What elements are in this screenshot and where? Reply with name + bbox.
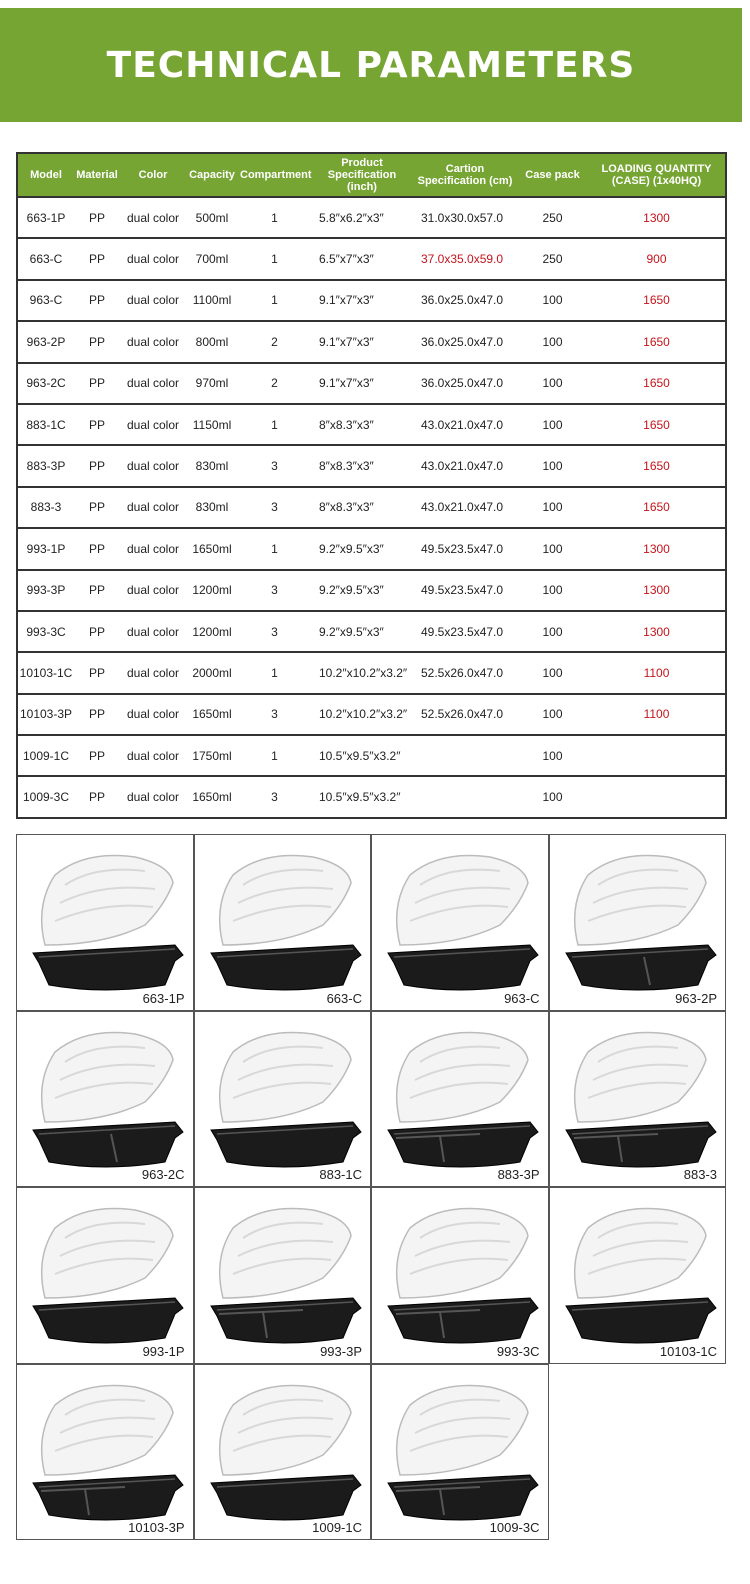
clear-lid	[397, 1385, 528, 1475]
col-case-pack: Case pack	[517, 153, 588, 197]
cell-case-pack: 250	[517, 197, 588, 238]
cell-loading-quantity: 1650	[588, 363, 726, 404]
cell-carton-spec: 36.0x25.0x47.0	[413, 363, 517, 404]
cell-material: PP	[74, 445, 120, 486]
product-card	[194, 1187, 372, 1364]
cell-product-spec: 10.2″x10.2″x3.2″	[311, 652, 413, 693]
cell-compartment: 3	[238, 487, 311, 528]
cell-loading-quantity: 1300	[588, 611, 726, 652]
cell-carton-spec: 36.0x25.0x47.0	[413, 280, 517, 321]
cell-carton-spec: 31.0x30.0x57.0	[413, 197, 517, 238]
cell-color: dual color	[120, 321, 186, 362]
cell-model: 10103-1C	[17, 652, 74, 693]
product-card	[16, 1364, 194, 1541]
cell-loading-quantity: 1650	[588, 280, 726, 321]
cell-product-spec: 9.1″x7″x3″	[311, 321, 413, 362]
black-base	[566, 1298, 716, 1343]
cell-model: 883-3	[17, 487, 74, 528]
cell-material: PP	[74, 280, 120, 321]
table-row	[17, 694, 726, 735]
cell-material: PP	[74, 404, 120, 445]
cell-carton-spec: 43.0x21.0x47.0	[413, 487, 517, 528]
table-row	[17, 238, 726, 279]
cell-loading-quantity: 1650	[588, 321, 726, 362]
black-base	[211, 1475, 361, 1520]
product-card	[16, 834, 194, 1011]
technical-parameters-table	[16, 152, 727, 819]
cell-capacity: 1650ml	[186, 528, 238, 569]
col-loading-quantity: LOADING QUANTITY (CASE) (1x40HQ)	[588, 153, 726, 197]
cell-loading-quantity: 1650	[588, 404, 726, 445]
table-row	[17, 570, 726, 611]
cell-material: PP	[74, 363, 120, 404]
takeout-container-image	[380, 1198, 540, 1348]
cell-model: 1009-3C	[17, 776, 74, 817]
cell-material: PP	[74, 487, 120, 528]
cell-capacity: 970ml	[186, 363, 238, 404]
clear-lid	[219, 855, 350, 945]
table-row	[17, 528, 726, 569]
product-card	[194, 834, 372, 1011]
product-model-label: 10103-3P	[128, 1520, 185, 1535]
cell-compartment: 1	[238, 238, 311, 279]
cell-carton-spec: 52.5x26.0x47.0	[413, 652, 517, 693]
black-base	[388, 1475, 538, 1520]
product-model-label: 963-2P	[675, 990, 717, 1006]
cell-loading-quantity: 1300	[588, 528, 726, 569]
black-base	[566, 945, 716, 990]
product-card	[16, 1187, 194, 1364]
product-card	[549, 1187, 727, 1364]
black-base	[211, 945, 361, 990]
table-row	[17, 197, 726, 238]
cell-capacity: 1750ml	[186, 735, 238, 776]
product-card	[371, 1364, 549, 1541]
cell-case-pack: 250	[517, 238, 588, 279]
col-capacity: Capacity	[186, 153, 238, 197]
clear-lid	[42, 1385, 173, 1475]
cell-carton-spec: 43.0x21.0x47.0	[413, 404, 517, 445]
cell-color: dual color	[120, 694, 186, 735]
title-banner	[0, 8, 742, 122]
cell-carton-spec: 52.5x26.0x47.0	[413, 694, 517, 735]
takeout-container-image	[558, 1022, 718, 1172]
cell-compartment: 3	[238, 570, 311, 611]
product-card	[371, 1187, 549, 1364]
cell-color: dual color	[120, 363, 186, 404]
black-base	[388, 1122, 538, 1167]
product-model-label: 993-3P	[320, 1343, 362, 1359]
col-material: Material	[74, 153, 120, 197]
product-model-label: 663-1P	[142, 990, 185, 1006]
cell-material: PP	[74, 611, 120, 652]
cell-material: PP	[74, 238, 120, 279]
cell-carton-spec: 37.0x35.0x59.0	[413, 238, 517, 279]
clear-lid	[397, 855, 528, 945]
cell-product-spec: 8″x8.3″x3″	[311, 487, 413, 528]
cell-capacity: 2000ml	[186, 652, 238, 693]
takeout-container-image	[203, 1022, 363, 1172]
cell-case-pack: 100	[517, 735, 588, 776]
cell-model: 993-1P	[17, 528, 74, 569]
takeout-container-image	[203, 1198, 363, 1348]
product-card	[549, 1011, 727, 1188]
clear-lid	[219, 1032, 350, 1122]
black-base	[33, 1475, 183, 1520]
cell-loading-quantity: 900	[588, 238, 726, 279]
cell-product-spec: 9.2″x9.5″x3″	[311, 570, 413, 611]
cell-compartment: 3	[238, 445, 311, 486]
cell-product-spec: 10.5″x9.5″x3.2″	[311, 776, 413, 817]
black-base	[33, 1298, 183, 1343]
table-row	[17, 611, 726, 652]
product-model-label: 963-C	[504, 990, 540, 1006]
cell-color: dual color	[120, 280, 186, 321]
black-base	[211, 1298, 361, 1343]
cell-product-spec: 8″x8.3″x3″	[311, 445, 413, 486]
col-carton-spec: Cartion Specification (cm)	[413, 153, 517, 197]
cell-case-pack: 100	[517, 445, 588, 486]
cell-compartment: 1	[238, 404, 311, 445]
cell-model: 883-3P	[17, 445, 74, 486]
cell-color: dual color	[120, 445, 186, 486]
table-row	[17, 280, 726, 321]
cell-capacity: 1200ml	[186, 570, 238, 611]
cell-capacity: 830ml	[186, 487, 238, 528]
takeout-container-image	[25, 1022, 185, 1172]
cell-case-pack: 100	[517, 528, 588, 569]
cell-compartment: 1	[238, 528, 311, 569]
cell-color: dual color	[120, 197, 186, 238]
cell-carton-spec: 36.0x25.0x47.0	[413, 321, 517, 362]
cell-compartment: 2	[238, 321, 311, 362]
cell-carton-spec	[413, 776, 517, 817]
cell-capacity: 1100ml	[186, 280, 238, 321]
product-card	[371, 1011, 549, 1188]
cell-color: dual color	[120, 528, 186, 569]
table-row	[17, 652, 726, 693]
cell-carton-spec: 43.0x21.0x47.0	[413, 445, 517, 486]
cell-case-pack: 100	[517, 321, 588, 362]
cell-color: dual color	[120, 404, 186, 445]
takeout-container-image	[558, 1198, 718, 1348]
cell-material: PP	[74, 570, 120, 611]
cell-compartment: 3	[238, 694, 311, 735]
cell-loading-quantity: 1300	[588, 570, 726, 611]
cell-compartment: 1	[238, 652, 311, 693]
page-title: TECHNICAL PARAMETERS	[106, 44, 636, 86]
cell-material: PP	[74, 321, 120, 362]
product-model-label: 883-1C	[319, 1167, 362, 1182]
cell-capacity: 500ml	[186, 197, 238, 238]
black-base	[388, 945, 538, 990]
black-base	[33, 945, 183, 990]
cell-case-pack: 100	[517, 652, 588, 693]
clear-lid	[574, 1032, 705, 1122]
takeout-container-image	[380, 845, 540, 995]
cell-compartment: 3	[238, 611, 311, 652]
cell-case-pack: 100	[517, 487, 588, 528]
clear-lid	[574, 855, 705, 945]
col-compartment: Compartment	[238, 153, 311, 197]
table-header-row	[17, 153, 726, 197]
product-model-label: 963-2C	[141, 1167, 185, 1182]
product-model-label: 883-3	[683, 1167, 717, 1182]
takeout-container-image	[380, 1375, 540, 1525]
cell-material: PP	[74, 735, 120, 776]
cell-carton-spec: 49.5x23.5x47.0	[413, 570, 517, 611]
cell-compartment: 1	[238, 197, 311, 238]
cell-case-pack: 100	[517, 280, 588, 321]
clear-lid	[42, 1032, 173, 1122]
cell-product-spec: 8″x8.3″x3″	[311, 404, 413, 445]
product-photo-grid	[16, 834, 726, 1540]
cell-model: 963-C	[17, 280, 74, 321]
cell-capacity: 700ml	[186, 238, 238, 279]
cell-case-pack: 100	[517, 611, 588, 652]
cell-capacity: 1150ml	[186, 404, 238, 445]
cell-material: PP	[74, 652, 120, 693]
table-row	[17, 321, 726, 362]
cell-color: dual color	[120, 735, 186, 776]
black-base	[211, 1122, 361, 1167]
product-model-label: 10103-1C	[659, 1343, 717, 1359]
product-model-label: 883-3P	[497, 1167, 540, 1182]
cell-compartment: 3	[238, 776, 311, 817]
takeout-container-image	[380, 1022, 540, 1172]
cell-compartment: 1	[238, 735, 311, 776]
col-color: Color	[120, 153, 186, 197]
cell-model: 1009-1C	[17, 735, 74, 776]
cell-compartment: 1	[238, 280, 311, 321]
cell-model: 10103-3P	[17, 694, 74, 735]
product-card	[194, 1364, 372, 1541]
black-base	[388, 1298, 538, 1343]
clear-lid	[219, 1385, 350, 1475]
cell-color: dual color	[120, 611, 186, 652]
takeout-container-image	[25, 1375, 185, 1525]
cell-loading-quantity: 1650	[588, 487, 726, 528]
product-model-label: 1009-1C	[312, 1520, 362, 1535]
clear-lid	[397, 1208, 528, 1298]
takeout-container-image	[558, 845, 718, 995]
cell-product-spec: 5.8″x6.2″x3″	[311, 197, 413, 238]
cell-product-spec: 6.5″x7″x3″	[311, 238, 413, 279]
cell-model: 883-1C	[17, 404, 74, 445]
cell-case-pack: 100	[517, 694, 588, 735]
table-row	[17, 363, 726, 404]
cell-case-pack: 100	[517, 363, 588, 404]
product-model-label: 663-C	[326, 990, 362, 1006]
table-row	[17, 445, 726, 486]
cell-material: PP	[74, 528, 120, 569]
product-model-label: 1009-3C	[489, 1520, 540, 1535]
product-card	[549, 834, 727, 1011]
product-card	[371, 834, 549, 1011]
cell-material: PP	[74, 694, 120, 735]
takeout-container-image	[203, 1375, 363, 1525]
cell-carton-spec: 49.5x23.5x47.0	[413, 528, 517, 569]
clear-lid	[42, 1208, 173, 1298]
takeout-container-image	[25, 1198, 185, 1348]
cell-carton-spec: 49.5x23.5x47.0	[413, 611, 517, 652]
cell-product-spec: 9.2″x9.5″x3″	[311, 611, 413, 652]
cell-capacity: 1650ml	[186, 776, 238, 817]
cell-model: 663-1P	[17, 197, 74, 238]
cell-color: dual color	[120, 238, 186, 279]
product-card	[194, 1011, 372, 1188]
cell-compartment: 2	[238, 363, 311, 404]
cell-capacity: 800ml	[186, 321, 238, 362]
cell-capacity: 1200ml	[186, 611, 238, 652]
cell-case-pack: 100	[517, 404, 588, 445]
clear-lid	[574, 1208, 705, 1298]
cell-loading-quantity	[588, 776, 726, 817]
clear-lid	[42, 855, 173, 945]
black-base	[33, 1122, 183, 1167]
col-model: Model	[17, 153, 74, 197]
cell-loading-quantity: 1100	[588, 652, 726, 693]
takeout-container-image	[25, 845, 185, 995]
cell-case-pack: 100	[517, 570, 588, 611]
cell-case-pack: 100	[517, 776, 588, 817]
cell-product-spec: 9.1″x7″x3″	[311, 280, 413, 321]
table-row	[17, 776, 726, 817]
cell-model: 663-C	[17, 238, 74, 279]
cell-model: 993-3P	[17, 570, 74, 611]
table-row	[17, 735, 726, 776]
cell-product-spec: 9.1″x7″x3″	[311, 363, 413, 404]
product-model-label: 993-3C	[496, 1343, 540, 1359]
cell-carton-spec	[413, 735, 517, 776]
cell-product-spec: 9.2″x9.5″x3″	[311, 528, 413, 569]
cell-loading-quantity: 1650	[588, 445, 726, 486]
table-row	[17, 487, 726, 528]
cell-product-spec: 10.2″x10.2″x3.2″	[311, 694, 413, 735]
cell-color: dual color	[120, 776, 186, 817]
clear-lid	[397, 1032, 528, 1122]
takeout-container-image	[203, 845, 363, 995]
cell-loading-quantity	[588, 735, 726, 776]
clear-lid	[219, 1208, 350, 1298]
cell-color: dual color	[120, 487, 186, 528]
col-product-spec: Product Specification (inch)	[311, 153, 413, 197]
black-base	[566, 1122, 716, 1167]
product-model-label: 993-1P	[142, 1343, 185, 1359]
product-card	[16, 1011, 194, 1188]
table-row	[17, 404, 726, 445]
cell-model: 993-3C	[17, 611, 74, 652]
cell-loading-quantity: 1300	[588, 197, 726, 238]
cell-material: PP	[74, 197, 120, 238]
cell-product-spec: 10.5″x9.5″x3.2″	[311, 735, 413, 776]
cell-color: dual color	[120, 570, 186, 611]
cell-capacity: 1650ml	[186, 694, 238, 735]
cell-color: dual color	[120, 652, 186, 693]
cell-model: 963-2P	[17, 321, 74, 362]
cell-capacity: 830ml	[186, 445, 238, 486]
cell-model: 963-2C	[17, 363, 74, 404]
cell-loading-quantity: 1100	[588, 694, 726, 735]
cell-material: PP	[74, 776, 120, 817]
